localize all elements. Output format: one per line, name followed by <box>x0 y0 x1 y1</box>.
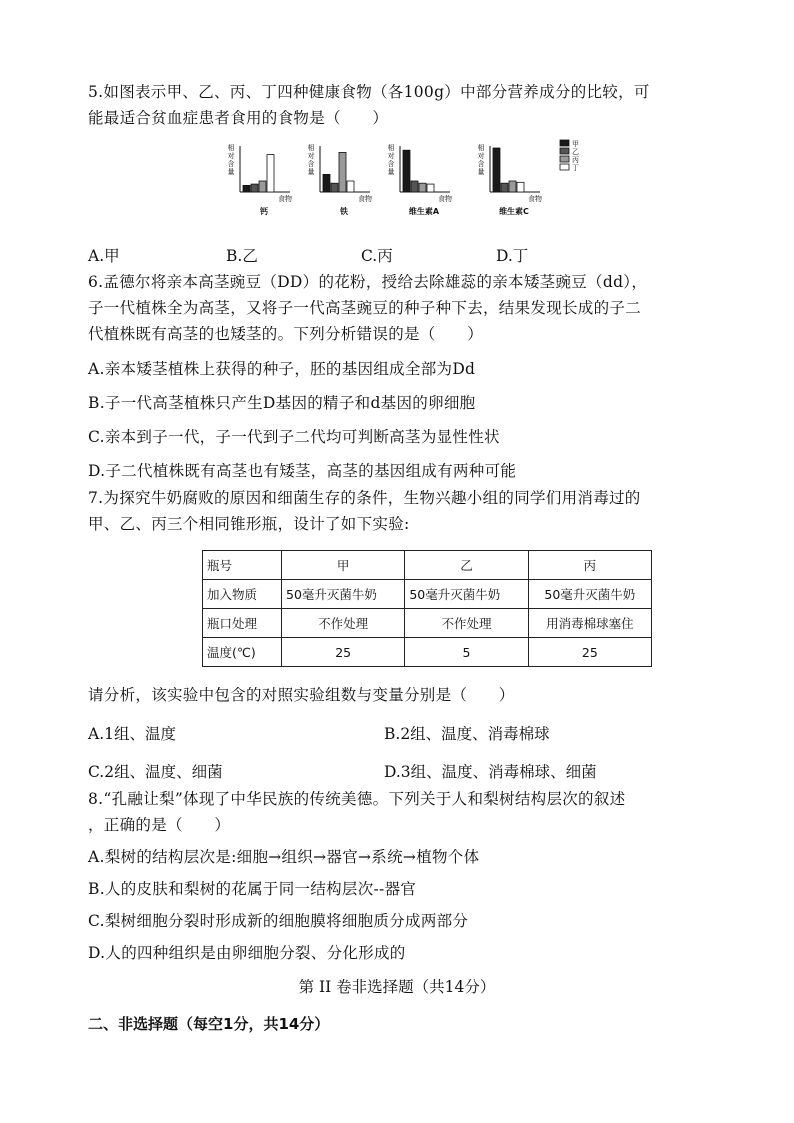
q8-option-d[interactable]: D.人的四种组织是由卵细胞分裂、分化形成的 <box>88 944 406 962</box>
table-cell: 25 <box>528 638 651 667</box>
table-header-cell: 丙 <box>528 551 651 580</box>
bar-乙 <box>501 183 508 192</box>
bar-乙 <box>331 183 338 192</box>
y-axis-label-char: 含 <box>478 160 485 168</box>
q7-question: 请分析，该实验中包含的对照实验组数与变量分别是（ ） <box>88 686 515 704</box>
q5-option-b[interactable]: B.乙 <box>226 247 258 265</box>
bar-丙 <box>339 152 346 192</box>
nutrient-label: 钙 <box>260 207 268 216</box>
bar-丙 <box>509 181 516 192</box>
q6-stem-line2: 子一代植株全为高茎，又将子一代高茎豌豆的种子种下去，结果发现长成的子二 <box>88 299 642 317</box>
table-header-row <box>203 551 652 580</box>
section-title: 第 II 卷非选择题（共14分） <box>298 978 496 996</box>
legend-label: 丁 <box>572 164 579 172</box>
q5-option-c[interactable]: C.丙 <box>361 247 393 265</box>
q6-stem-line3: 代植株既有高茎的也矮茎的。下列分析错误的是（ ） <box>88 325 484 343</box>
bar-乙 <box>411 181 418 192</box>
y-axis-label-char: 量 <box>228 168 235 176</box>
bar-丁 <box>427 184 434 192</box>
chart-vitamin-c <box>478 140 558 224</box>
x-axis-end-label: 食物 <box>528 195 542 203</box>
q5-stem-line1: 5.如图表示甲、乙、丙、丁四种健康食物（各100g）中部分营养成分的比较，可 <box>88 83 650 101</box>
q6-option-b[interactable]: B.子一代高茎植株只产生D基因的精子和d基因的卵细胞 <box>88 394 476 412</box>
table-cell: 5 <box>405 638 528 667</box>
bar-丙 <box>259 181 266 192</box>
table-cell: 温度(℃) <box>203 638 282 667</box>
table-row <box>203 609 652 638</box>
chart-calcium <box>228 140 300 224</box>
y-axis-label-char: 对 <box>308 152 315 160</box>
table-cell: 50毫升灭菌牛奶 <box>405 580 528 609</box>
legend-swatch <box>560 140 569 146</box>
table-row <box>203 580 652 609</box>
y-axis-label-char: 相 <box>228 144 235 152</box>
bar-甲 <box>243 185 250 192</box>
chart-vitamin-a <box>388 140 470 224</box>
legend-swatch <box>560 148 569 154</box>
nutrient-label: 维生素A <box>408 207 440 216</box>
bar-丁 <box>517 182 524 192</box>
bar-乙 <box>251 184 258 192</box>
q6-option-a[interactable]: A.亲本矮茎植株上获得的种子，胚的基因组成全部为Dd <box>88 360 476 378</box>
q8-stem-line2: ，正确的是（ ） <box>88 816 231 834</box>
bar-丁 <box>267 155 274 192</box>
table-cell: 加入物质 <box>203 580 282 609</box>
legend-swatch <box>560 164 569 170</box>
table-cell: 50毫升灭菌牛奶 <box>528 580 651 609</box>
chart-legend <box>558 138 598 182</box>
legend-label: 甲 <box>572 140 579 148</box>
nutrient-label: 铁 <box>340 207 348 216</box>
x-axis-end-label: 食物 <box>358 195 372 203</box>
table-cell: 用消毒棉球塞住 <box>528 609 651 638</box>
q6-option-c[interactable]: C.亲本到子一代，子一代到子二代均可判断高茎为显性性状 <box>88 428 500 446</box>
x-axis-end-label: 食物 <box>278 195 292 203</box>
q5-option-a[interactable]: A.甲 <box>88 247 120 265</box>
y-axis-label-char: 量 <box>388 168 395 176</box>
experiment-table <box>202 550 652 667</box>
y-axis-label-char: 相 <box>388 144 395 152</box>
legend-label: 丙 <box>572 156 579 164</box>
y-axis-label-char: 含 <box>228 160 235 168</box>
q5-option-d[interactable]: D.丁 <box>496 247 529 265</box>
x-axis-end-label: 食物 <box>438 195 452 203</box>
table-cell: 25 <box>282 638 405 667</box>
y-axis-label-char: 含 <box>308 160 315 168</box>
y-axis-label-char: 含 <box>388 160 395 168</box>
table-header-cell: 甲 <box>282 551 405 580</box>
q5-stem-line2: 能最适合贫血症患者食用的食物是（ ） <box>88 109 389 127</box>
q7-option-d[interactable]: D.3组、温度、消毒棉球、细菌 <box>384 763 597 781</box>
section-heading: 二、非选择题（每空1分，共14分） <box>88 1015 330 1033</box>
q8-option-b[interactable]: B.人的皮肤和梨树的花属于同一结构层次--器官 <box>88 880 417 898</box>
table-cell: 瓶口处理 <box>203 609 282 638</box>
bar-甲 <box>323 174 330 192</box>
y-axis-label-char: 对 <box>478 152 485 160</box>
table-cell: 不作处理 <box>282 609 405 638</box>
q7-option-b[interactable]: B.2组、温度、消毒棉球 <box>384 725 550 743</box>
q8-option-a[interactable]: A.梨树的结构层次是:细胞→组织→器官→系统→植物个体 <box>88 848 480 866</box>
q7-option-c[interactable]: C.2组、温度、细菌 <box>88 763 223 781</box>
y-axis-label-char: 对 <box>388 152 395 160</box>
q8-stem-line1: 8.“孔融让梨”体现了中华民族的传统美德。下列关于人和梨树结构层次的叙述 <box>88 790 626 808</box>
y-axis-label-char: 对 <box>228 152 235 160</box>
table-row <box>203 638 652 667</box>
legend-label: 乙 <box>572 148 579 156</box>
y-axis-label-char: 量 <box>478 168 485 176</box>
bar-丙 <box>419 183 426 192</box>
q7-option-a[interactable]: A.1组、温度 <box>88 725 176 743</box>
bar-甲 <box>493 148 500 192</box>
y-axis-label-char: 相 <box>308 144 315 152</box>
legend-swatch <box>560 156 569 162</box>
q6-option-d[interactable]: D.子二代植株既有高茎也有矮茎，高茎的基因组成有两种可能 <box>88 462 517 480</box>
q7-stem-line2: 甲、乙、丙三个相同锥形瓶，设计了如下实验: <box>88 515 410 533</box>
table-cell: 不作处理 <box>405 609 528 638</box>
table-header-cell: 瓶号 <box>203 551 282 580</box>
q6-stem-line1: 6.孟德尔将亲本高茎豌豆（DD）的花粉，授给去除雄蕊的亲本矮茎豌豆（dd）， <box>88 273 648 291</box>
nutrient-label: 维生素C <box>499 207 529 216</box>
table-cell: 50毫升灭菌牛奶 <box>282 580 405 609</box>
bar-丁 <box>347 181 354 192</box>
bar-甲 <box>403 150 410 192</box>
y-axis-label-char: 量 <box>308 168 315 176</box>
q8-option-c[interactable]: C.梨树细胞分裂时形成新的细胞膜将细胞质分成两部分 <box>88 912 469 930</box>
q7-stem-line1: 7.为探究牛奶腐败的原因和细菌生存的条件，生物兴趣小组的同学们用消毒过的 <box>88 489 641 507</box>
chart-iron <box>308 140 380 224</box>
table-header-cell: 乙 <box>405 551 528 580</box>
y-axis-label-char: 相 <box>478 144 485 152</box>
